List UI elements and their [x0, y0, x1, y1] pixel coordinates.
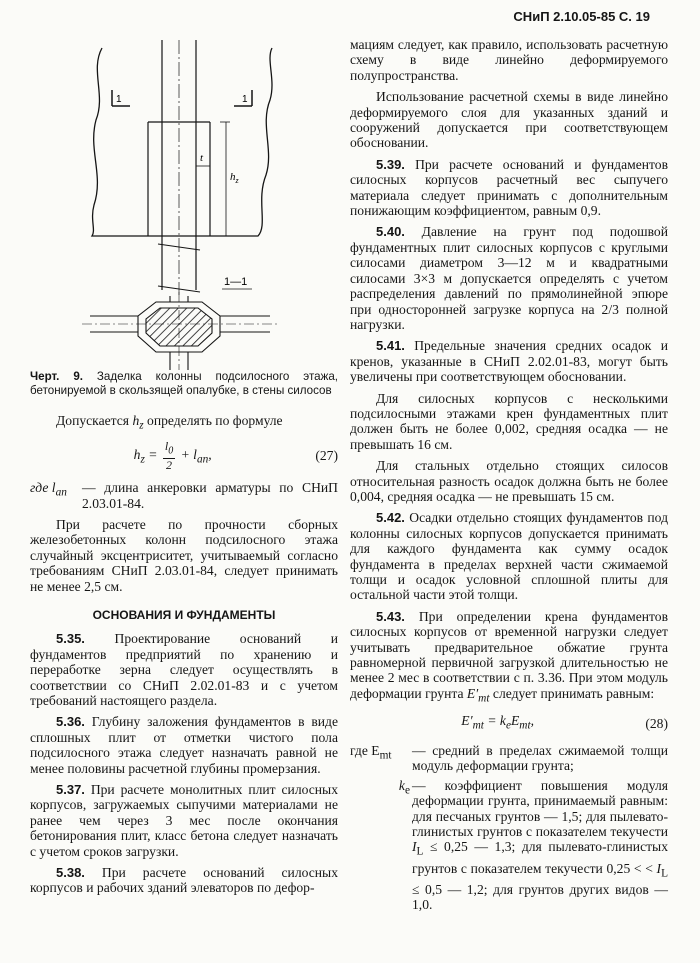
multi-floor-paragraph: Для силосных корпусов с несколькими подсилосными этажами крен фундаментных плит должен быть не более 0,002, средняя осадка — не превышать 16 см. [350, 390, 668, 452]
clause-5-38-continued: мациям следует, как правило, использовать расчетную схему в виде линейно деформируемого полупространства. [350, 37, 668, 83]
formula-28-number: (28) [645, 716, 668, 732]
section-mark-right: 1 [242, 94, 248, 105]
steel-silo-paragraph: Для стальных отдельно стоящих силосов относительная разность осадок должна быть не более 0,004, средняя осадка — не превышать 15 см. [350, 458, 668, 504]
dim-t-label: t [200, 152, 204, 164]
clause-5-39: 5.39. При расчете оснований и фундаментов силосных корпусов расчетный вес сыпучего материала следует принимать с дополнительным понижающим коэффициентом, равным 0,9. [350, 156, 668, 219]
clause-5-42: 5.42. Осадки отдельно стоящих фундаментов под колонны силосных корпусов допускается принимать для каждого фундамента как сумму осадок фундамента в пределах верхней части сжимаемой толщи и осадок условной сплошной плиты для остальной части этой толщи. [350, 510, 668, 603]
formula-27-number: (27) [315, 448, 338, 464]
silo-wall-outline [92, 48, 272, 236]
figure-caption: Черт. 9. Заделка колонны подсилосного этажа, бетонируемой в скользящей опалубке, в стены силосов [30, 370, 339, 397]
formula-28-definitions: где $E_{mt}$ — средний в пределах сжимаемой толщи модуль деформации грунта; $k_e$ — коэффициент повышения модуля деформации грунта, принимаемый равным: для песчаных грунтов — 1,5; для пылевато-глинистых грунтов с показателем текучести $I_L \le 0,25$ — 1,3; для пылевато-глинистых грунтов с показателем текучести 0,25 < < $I_L \le 0,5$ — 1,2; для грунтов других видов — 1,0. [350, 742, 668, 913]
clause-5-36: 5.36. Глубину заложения фундаментов в виде сплошных плит от отметки чистого пола подсилосного этажа следует назначать равной не менее половины расчетной глубины промерзания. [30, 714, 338, 776]
clause-5-41: 5.41. Предельные значения средних осадок и кренов, указанные в СНиП 2.02.01-83, могут быть увеличены при соответствующем обосновании. [350, 338, 668, 385]
clause-5-43: 5.43. При определении крена фундаментов силосных корпусов от временной нагрузки следует учитывать предварительное обжатие грунта равномерной первичной загрузкой длительностью не менее 2 мес в соответствии с п. 3.36. При этом модуль деформации грунта $E'_{mt}$ следует принимать равным: [350, 608, 668, 705]
figure-9-drawing [30, 40, 338, 370]
section-title: ОСНОВАНИЯ И ФУНДАМЕНТЫ [92, 607, 276, 622]
eccentricity-paragraph: При расчете по прочности сборных железобетонных колонн подсилосного этажа случайный эксцентриситет, учитываемый согласно требованиям СНиП 2.03.01-84, следует принимать не менее 2,5 см. [30, 516, 338, 594]
clause-5-37: 5.37. При расчете монолитных плит силосных корпусов, загружаемых сыпучими материалами не ранее чем через 3 мес после окончания бетонирования плит, класс бетона следует назначать с учетом сроков загрузки. [30, 782, 338, 859]
section-1-1-label: 1—1 [224, 276, 248, 288]
clause-5-35: 5.35. Проектирование оснований и фундаментов предприятий по хранению и переработке зерна следует осуществлять в соответствии со СНиП 2.02.01-83 и с учетом требований настоящего раздела. [30, 631, 338, 708]
formula-27: $h_z$ = $\frac{l_0}{2}$ + $l_{an}$, (27) [133, 439, 338, 472]
section-mark-left: 1 [116, 94, 122, 105]
clause-5-38: 5.38. При расчете оснований силосных корпусов и рабочих зданий элеваторов по дефор- [30, 865, 338, 896]
right-column [350, 37, 668, 916]
dim-hz-label: $h_z$ [230, 171, 239, 185]
hz-intro: Допускается $h_z$ определять по формуле [56, 413, 283, 432]
lan-definition: где $l_{an}$ — длина анкеровки арматуры по СНиП 2.03.01-84. [30, 480, 338, 511]
clause-5-40: 5.40. Давление на грунт под подошвой фундаментных плит силосных корпусов с круглыми силосами диаметром 3—12 м и квадратными силосами 3×3 м допускается определять с учетом распределения давлений по прямолинейной эпюре при односторонней загрузке корпуса на 2/3 полной нагрузки. [350, 224, 668, 332]
formula-28: $E'_{mt} = k_eE_{mt}$, (28) [461, 713, 668, 733]
left-column [30, 40, 338, 902]
page-header: СНиП 2.10.05-85 С. 19 [513, 9, 650, 24]
layer-scheme-paragraph: Использование расчетной схемы в виде линейно деформируемого слоя для указанных зданий и сооружений допускается при соответствующем обосновании. [350, 89, 668, 151]
